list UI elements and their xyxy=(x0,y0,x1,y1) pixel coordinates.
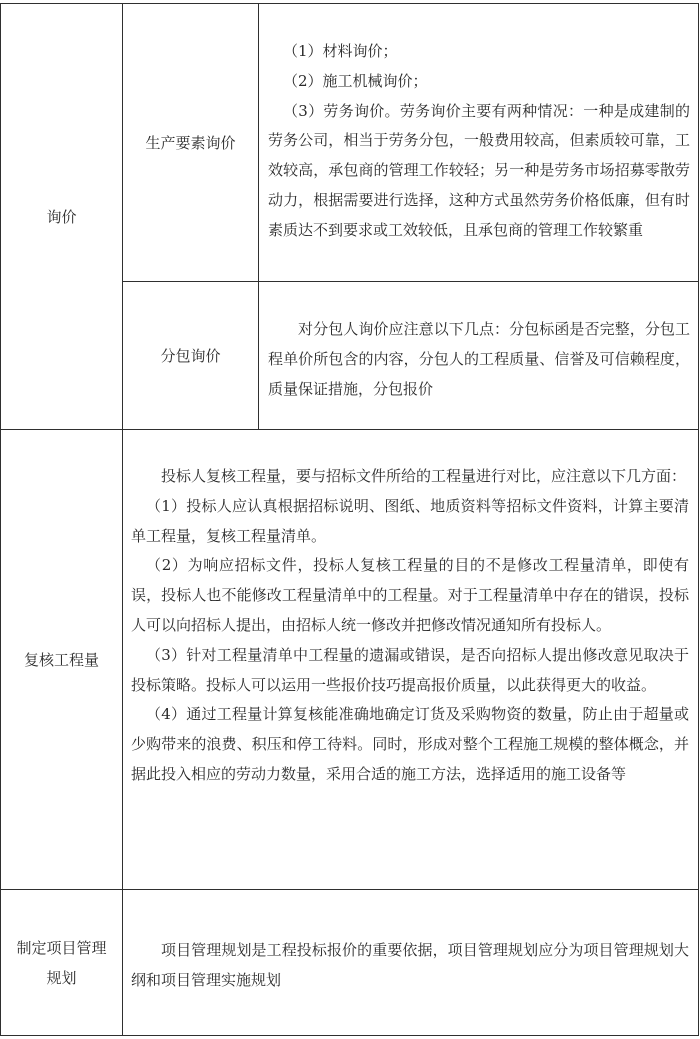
list-item: （1）投标人应认真根据招标说明、图纸、地质资料等招标文件资料，计算主要清单工程量，复核工程量清单。 xyxy=(131,496,689,545)
row-label-review xyxy=(1,430,122,889)
review-content xyxy=(131,462,689,790)
row-label-inquiry xyxy=(1,4,122,429)
sub-label-production-factors-text: 生产要素询价 xyxy=(145,133,236,152)
subcontract-content xyxy=(268,315,690,404)
paragraph: 项目管理规划是工程投标报价的重要依据，项目管理规划应分为项目管理规划大纲和项目管理实施规划 xyxy=(131,941,689,989)
sub-label-subcontract-text: 分包询价 xyxy=(160,346,221,365)
list-item: （4）通过工程量计算复核能准确地确定订货及采购物资的数量，防止由于超量或少购带来的浪费、积压和停工待料。同时，形成对整个工程施工规模的整体概念，并据此投入相应的劳动力数量，采用合适的施工方法，选择适用的施工设备等 xyxy=(131,705,689,783)
paragraph: 对分包人询价应注意以下几点：分包标函是否完整，分包工程单价所包含的内容，分包人的工程质量、信誉及可信赖程度，质量保证措施，分包报价 xyxy=(268,320,690,398)
sub-label-production-factors xyxy=(123,4,258,281)
production-factors-content xyxy=(268,37,690,246)
table-border-right xyxy=(698,3,699,1036)
row-label-planning-line2: 规划 xyxy=(46,968,77,987)
list-item: （2）为响应招标文件，投标人复核工程量的目的不是修改工程量清单，即使有误，投标人也不能修改工程量清单中的工程量。对于工程量清单中存在的错误，投标人可以向招标人提出，由招标人统一修改并把修改情况通知所有投标人。 xyxy=(131,556,689,634)
row-label-inquiry-text: 询价 xyxy=(46,207,77,226)
row-label-review-text: 复核工程量 xyxy=(23,650,99,669)
list-item: （3）劳务询价。劳务询价主要有两种情况：一种是成建制的劳务公司，相当于劳务分包，一般费用较高，但素质较可靠，工效较高，承包商的管理工作较轻；另一种是劳务市场招募零散劳动力，根据需要进行选择，这种方式虽然劳务价格低廉，但有时素质达不到要求或工效较低，且承包商的管理工作较繁重 xyxy=(268,101,690,239)
planning-content xyxy=(131,936,689,996)
table-border-bottom xyxy=(0,1035,699,1036)
row-label-planning-line1: 制定项目管理 xyxy=(16,938,107,957)
sub-label-subcontract xyxy=(123,282,258,429)
column-divider-2 xyxy=(258,3,259,429)
list-item: （2）施工机械询价； xyxy=(283,71,428,90)
paragraph: 投标人复核工程量，要与招标文件所给的工程量进行对比，应注意以下几方面： xyxy=(161,467,687,485)
list-item: （1）材料询价； xyxy=(283,42,398,60)
list-item: （3）针对工程量清单中工程量的遗漏或错误，是否向招标人提出修改意见取决于投标策略。投标人可以运用一些报价技巧提高报价质量，以此获得更大的收益。 xyxy=(131,645,689,694)
row-label-planning xyxy=(1,890,122,1035)
